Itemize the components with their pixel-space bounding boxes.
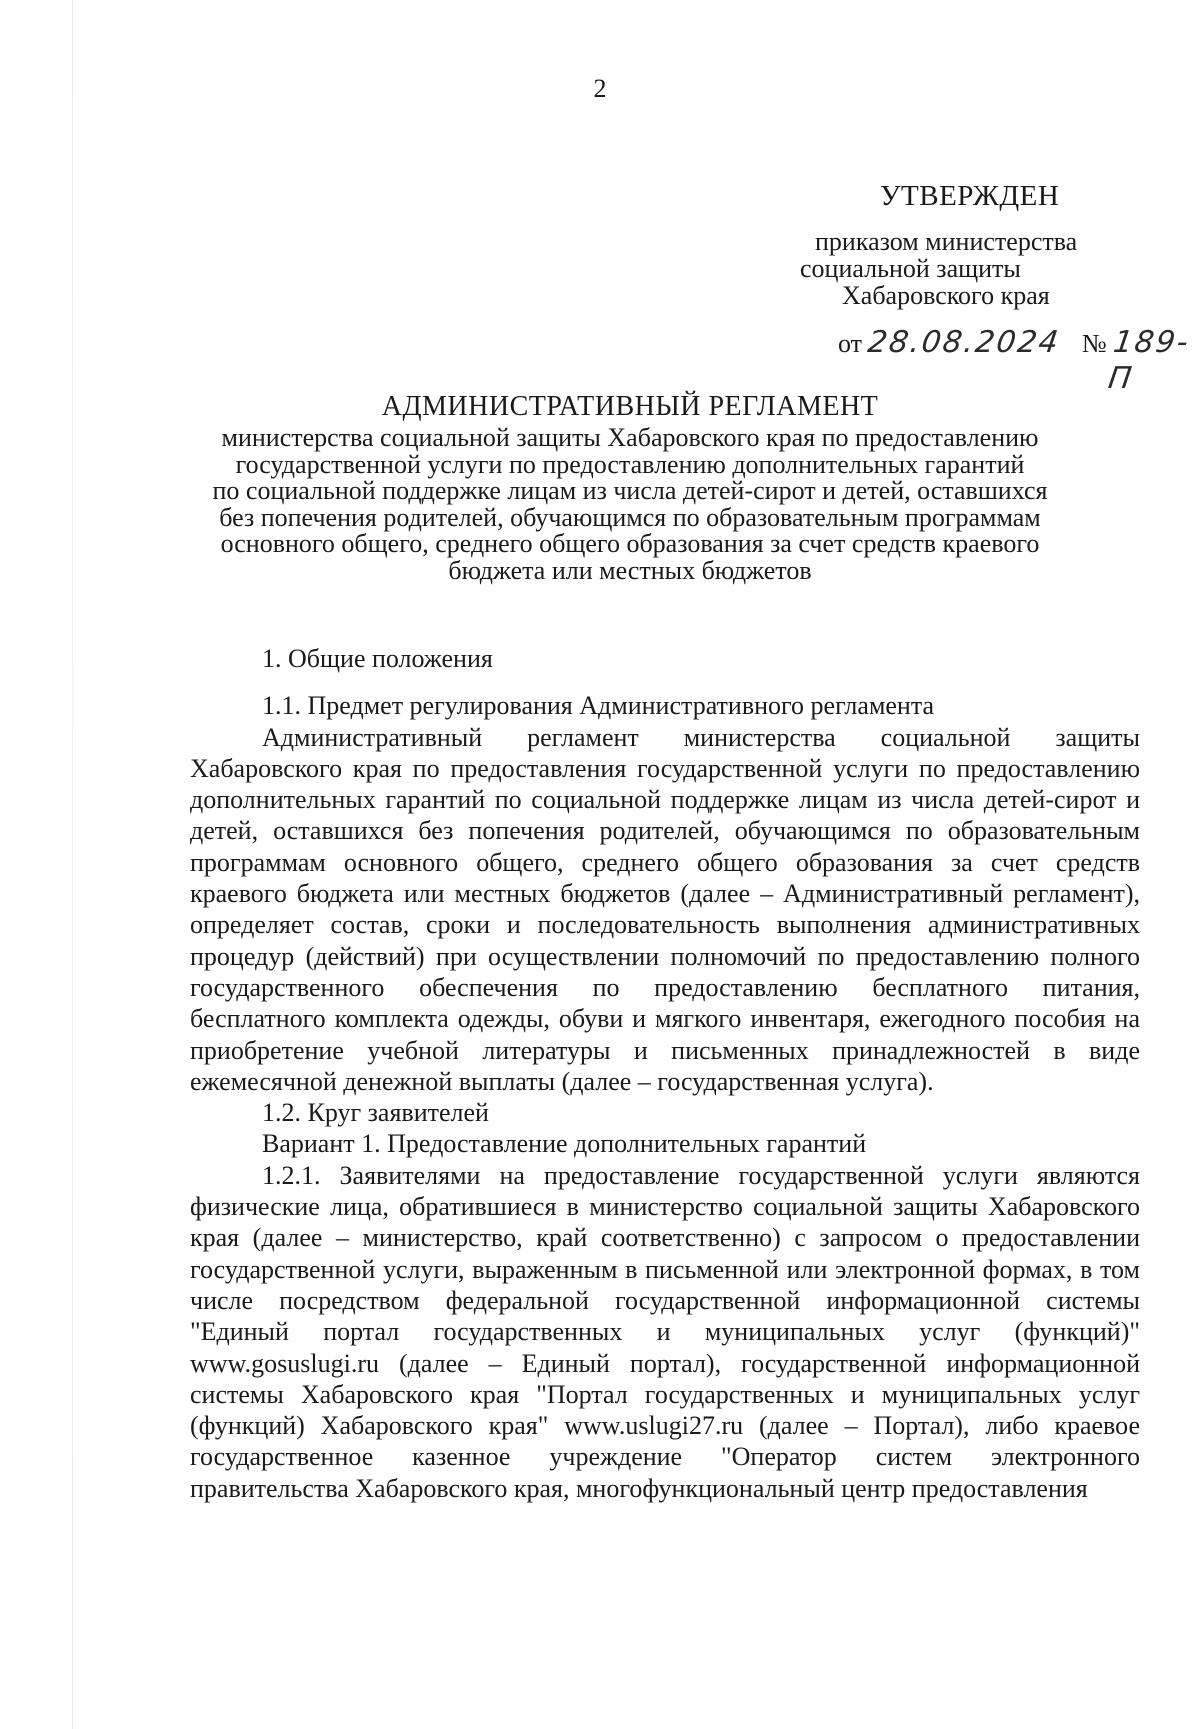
page-number: 2 [593, 74, 607, 103]
handwritten-order-number: 189-П [1105, 325, 1192, 396]
date-prefix: от [838, 329, 863, 358]
approval-stamp-block [800, 178, 1192, 397]
handwritten-date: 28.08.2024 [865, 325, 1063, 360]
subtitle-line: без попечения родителей, обучающимся по образовательным программам [219, 502, 1041, 532]
approval-line-2: социальной защиты [800, 254, 1021, 283]
document-subtitle [190, 425, 1070, 585]
section-heading-subject: 1.1. Предмет регулирования Административного регламента [262, 691, 935, 721]
paragraph-subject: Административный регламент министерства социальной защиты Хабаровского края по предоставления государственной услуги по предоставлению дополнительных гарантий по социальной поддержке лицам из числа детей-сирот и детей, оставшихся без попечения родителей, обучающимся по образовательным программам основного общего, среднего общего образования за счет средств краевого бюджета или местных бюджетов (далее – Административный регламент), определяет состав, сроки и последовательность выполнения административных процедур (действий) при осуществлении полномочий по предоставлению полного государственного обеспечения по предоставлению бесплатного питания, бесплатного комплекта одежды, обуви и мягкого инвентаря, ежегодного пособия на приобретение учебной литературы и письменных принадлежностей в виде ежемесячной денежной выплаты (далее – государственная услуга). [190, 722, 1140, 1096]
section-heading-general: 1. Общие положения [262, 644, 493, 673]
approval-date-row [800, 325, 1192, 397]
document-title: АДМИНИСТРАТИВНЫЙ РЕГЛАМЕНТ [381, 391, 879, 422]
paragraph-applicants: 1.2.1. Заявителями на предоставление государственной услуги являются физические лица, обратившиеся в министерство социальной защиты Хабаровского края (далее – министерство, край соответственно) с запросом о предоставлении государственной услуги, выраженным в письменной или электронной формах, в том числе посредством федеральной государственной информационной системы "Единый портал государственных и муниципальных услуг (функций)" www.gosuslugi.ru (далее – Единый портал), государственной информационной системы Хабаровского края "Портал государственных и муниципальных услуг (функций) Хабаровского края" www.uslugi27.ru (далее – Портал), либо краевое государственное казенное учреждение "Оператор систем электронного правительства Хабаровского края, многофункциональный центр предоставления [190, 1160, 1140, 1503]
approval-line-3: Хабаровского края [842, 281, 1050, 310]
document-body [190, 643, 1140, 1504]
section-heading-applicants: 1.2. Круг заявителей [262, 1098, 489, 1128]
subtitle-line: государственной услуги по предоставлению дополнительных гарантий [235, 449, 1025, 479]
approval-line-1: приказом министерства [815, 227, 1078, 256]
variant-heading: Вариант 1. Предоставление дополнительных гарантий [262, 1129, 867, 1159]
scan-edge-line [72, 0, 73, 1729]
subtitle-line: основного общего, среднего общего образования за счет средств краевого [220, 529, 1040, 559]
subtitle-line: бюджета или местных бюджетов [448, 555, 812, 585]
number-prefix: № [1081, 329, 1107, 358]
document-title-block [190, 390, 1070, 585]
subtitle-line: по социальной поддержке лицам из числа детей-сирот и детей, оставшихся [212, 476, 1048, 506]
approved-heading: УТВЕРЖДЕН [880, 180, 1060, 212]
subtitle-line: министерства социальной защиты Хабаровского края по предоставлению [221, 423, 1039, 452]
